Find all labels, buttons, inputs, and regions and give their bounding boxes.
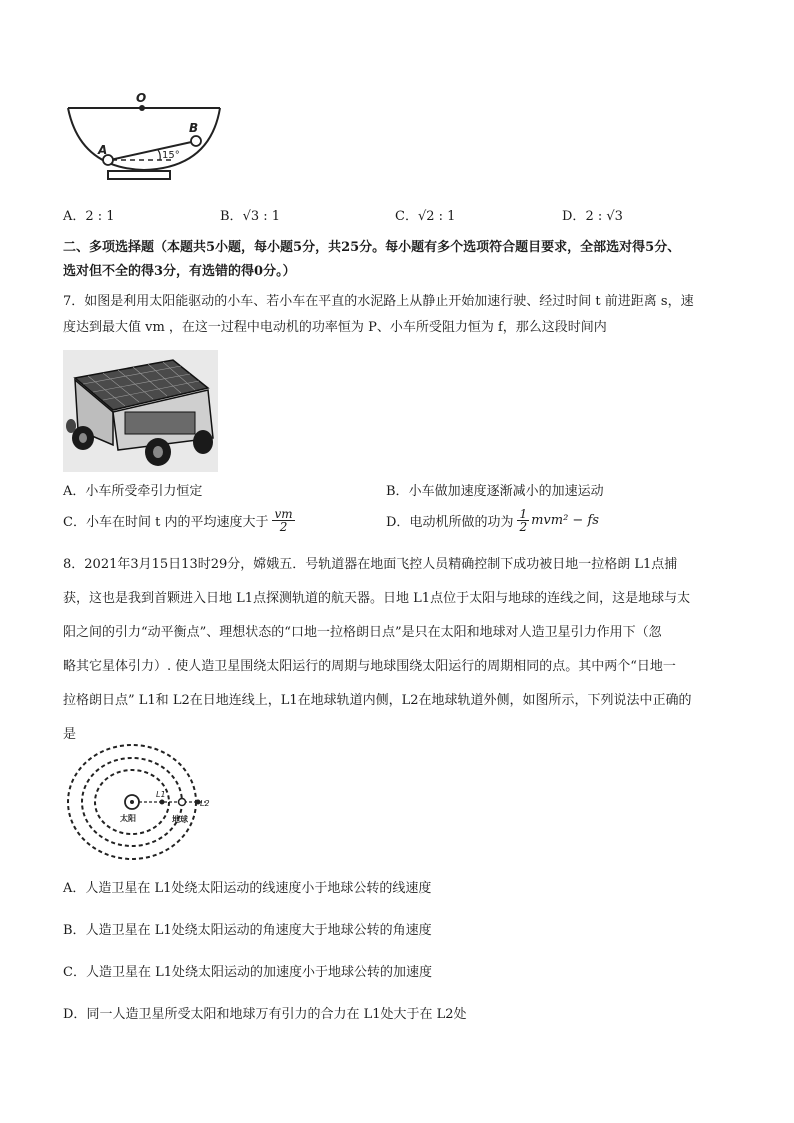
q7-line-2: 度达到最大值 vm ，在这一过程中电动机的功率恒为 P、小车所受阻力恒为 f，那么这段时间内 bbox=[63, 320, 607, 335]
q8-line-4: 略其它星体引力）. 使人造卫星围绕太阳运行的周期与地球围绕太阳运行的周期相同的点。其中两个“日地一 bbox=[63, 659, 676, 674]
q7-stem bbox=[63, 289, 735, 341]
section-2-line-1: 二、多项选择题（本题共5小题，每小题5分，共25分。每小题有多个选项符合题目要求，全部选对得5分、 bbox=[63, 240, 681, 255]
q7-d-fraction: $\frac{1}{2}$ bbox=[519, 507, 528, 534]
q8-line-2: 获，这也是我到首颗进入日地 L1点探测轨道的航天器。日地 L1点位于太阳与地球的连线之间，这是地球与太 bbox=[63, 591, 691, 606]
q6-option-c[interactable]: C．√2 : 1 bbox=[395, 209, 456, 224]
earth-label: 地球 bbox=[172, 815, 188, 824]
q7-d-expression: mvm² − fs bbox=[531, 513, 599, 528]
bowl-figure bbox=[60, 88, 230, 188]
q8-option-c[interactable]: C．人造卫星在 L1处绕太阳运动的加速度小于地球公转的加速度 bbox=[63, 965, 432, 980]
l2-label: L2 bbox=[200, 799, 210, 808]
q8-line-1: 8．2021年3月15日13时29分，嫦娥五．号轨道器在地面飞控人员精确控制下成功被日地一拉格朗 L1点捕 bbox=[63, 557, 678, 572]
q8-option-a[interactable]: A．人造卫星在 L1处绕太阳运动的线速度小于地球公转的线速度 bbox=[63, 881, 432, 896]
section-2-line-2: 选对但不全的得3分，有选错的得0分。） bbox=[63, 264, 296, 279]
q7-c-fraction: $\frac{vm}{2}$ bbox=[274, 507, 293, 534]
q8-line-3: 阳之间的引力“动平衡点”、理想状态的“口地一拉格朗日点”是只在太阳和地球对人造卫星引力作用下（忽 bbox=[63, 625, 662, 640]
q6-option-b[interactable]: B．√3 : 1 bbox=[220, 209, 281, 224]
q7-option-a[interactable]: A．小车所受牵引力恒定 bbox=[63, 484, 203, 499]
sun-label: 太阳 bbox=[120, 814, 136, 823]
q8-line-5: 拉格朗日点” L1和 L2在日地连线上，L1在地球轨道内侧，L2在地球轨道外侧，如图所示，下列说法中正确的 bbox=[63, 693, 692, 708]
point-o-label: O bbox=[136, 91, 147, 105]
l1-label: L1 bbox=[156, 790, 166, 799]
q6-option-a[interactable]: A．2 : 1 bbox=[63, 209, 115, 224]
q8-option-d[interactable]: D．同一人造卫星所受太阳和地球万有引力的合力在 L1处大于在 L2处 bbox=[63, 1007, 467, 1022]
point-a-label: A bbox=[98, 143, 108, 157]
orbit-diagram bbox=[66, 742, 226, 862]
solar-car-image bbox=[63, 350, 218, 472]
q8-line-6: 是 bbox=[63, 727, 77, 742]
q8-option-b[interactable]: B．人造卫星在 L1处绕太阳运动的角速度大于地球公转的角速度 bbox=[63, 923, 432, 938]
q7-option-c[interactable]: C． 小车在时间 t 内的平均速度大于 $\frac{vm}{2}$ bbox=[63, 507, 293, 534]
section-2-header bbox=[63, 236, 735, 284]
q7-option-b[interactable]: B．小车做加速度逐渐减小的加速运动 bbox=[386, 484, 604, 499]
q8-stem bbox=[63, 548, 735, 752]
point-b-label: B bbox=[189, 121, 199, 135]
angle-label: 15° bbox=[162, 150, 180, 161]
q7-line-1: 7．如图是利用太阳能驱动的小车、若小车在平直的水泥路上从静止开始加速行驶、经过时间 t 前进距离 s，速 bbox=[63, 294, 694, 309]
q7-option-d[interactable]: D． 电动机所做的功为 $\frac{1}{2}$ mvm² − fs bbox=[386, 507, 599, 534]
q6-option-d[interactable]: D．2 : √3 bbox=[562, 209, 623, 224]
